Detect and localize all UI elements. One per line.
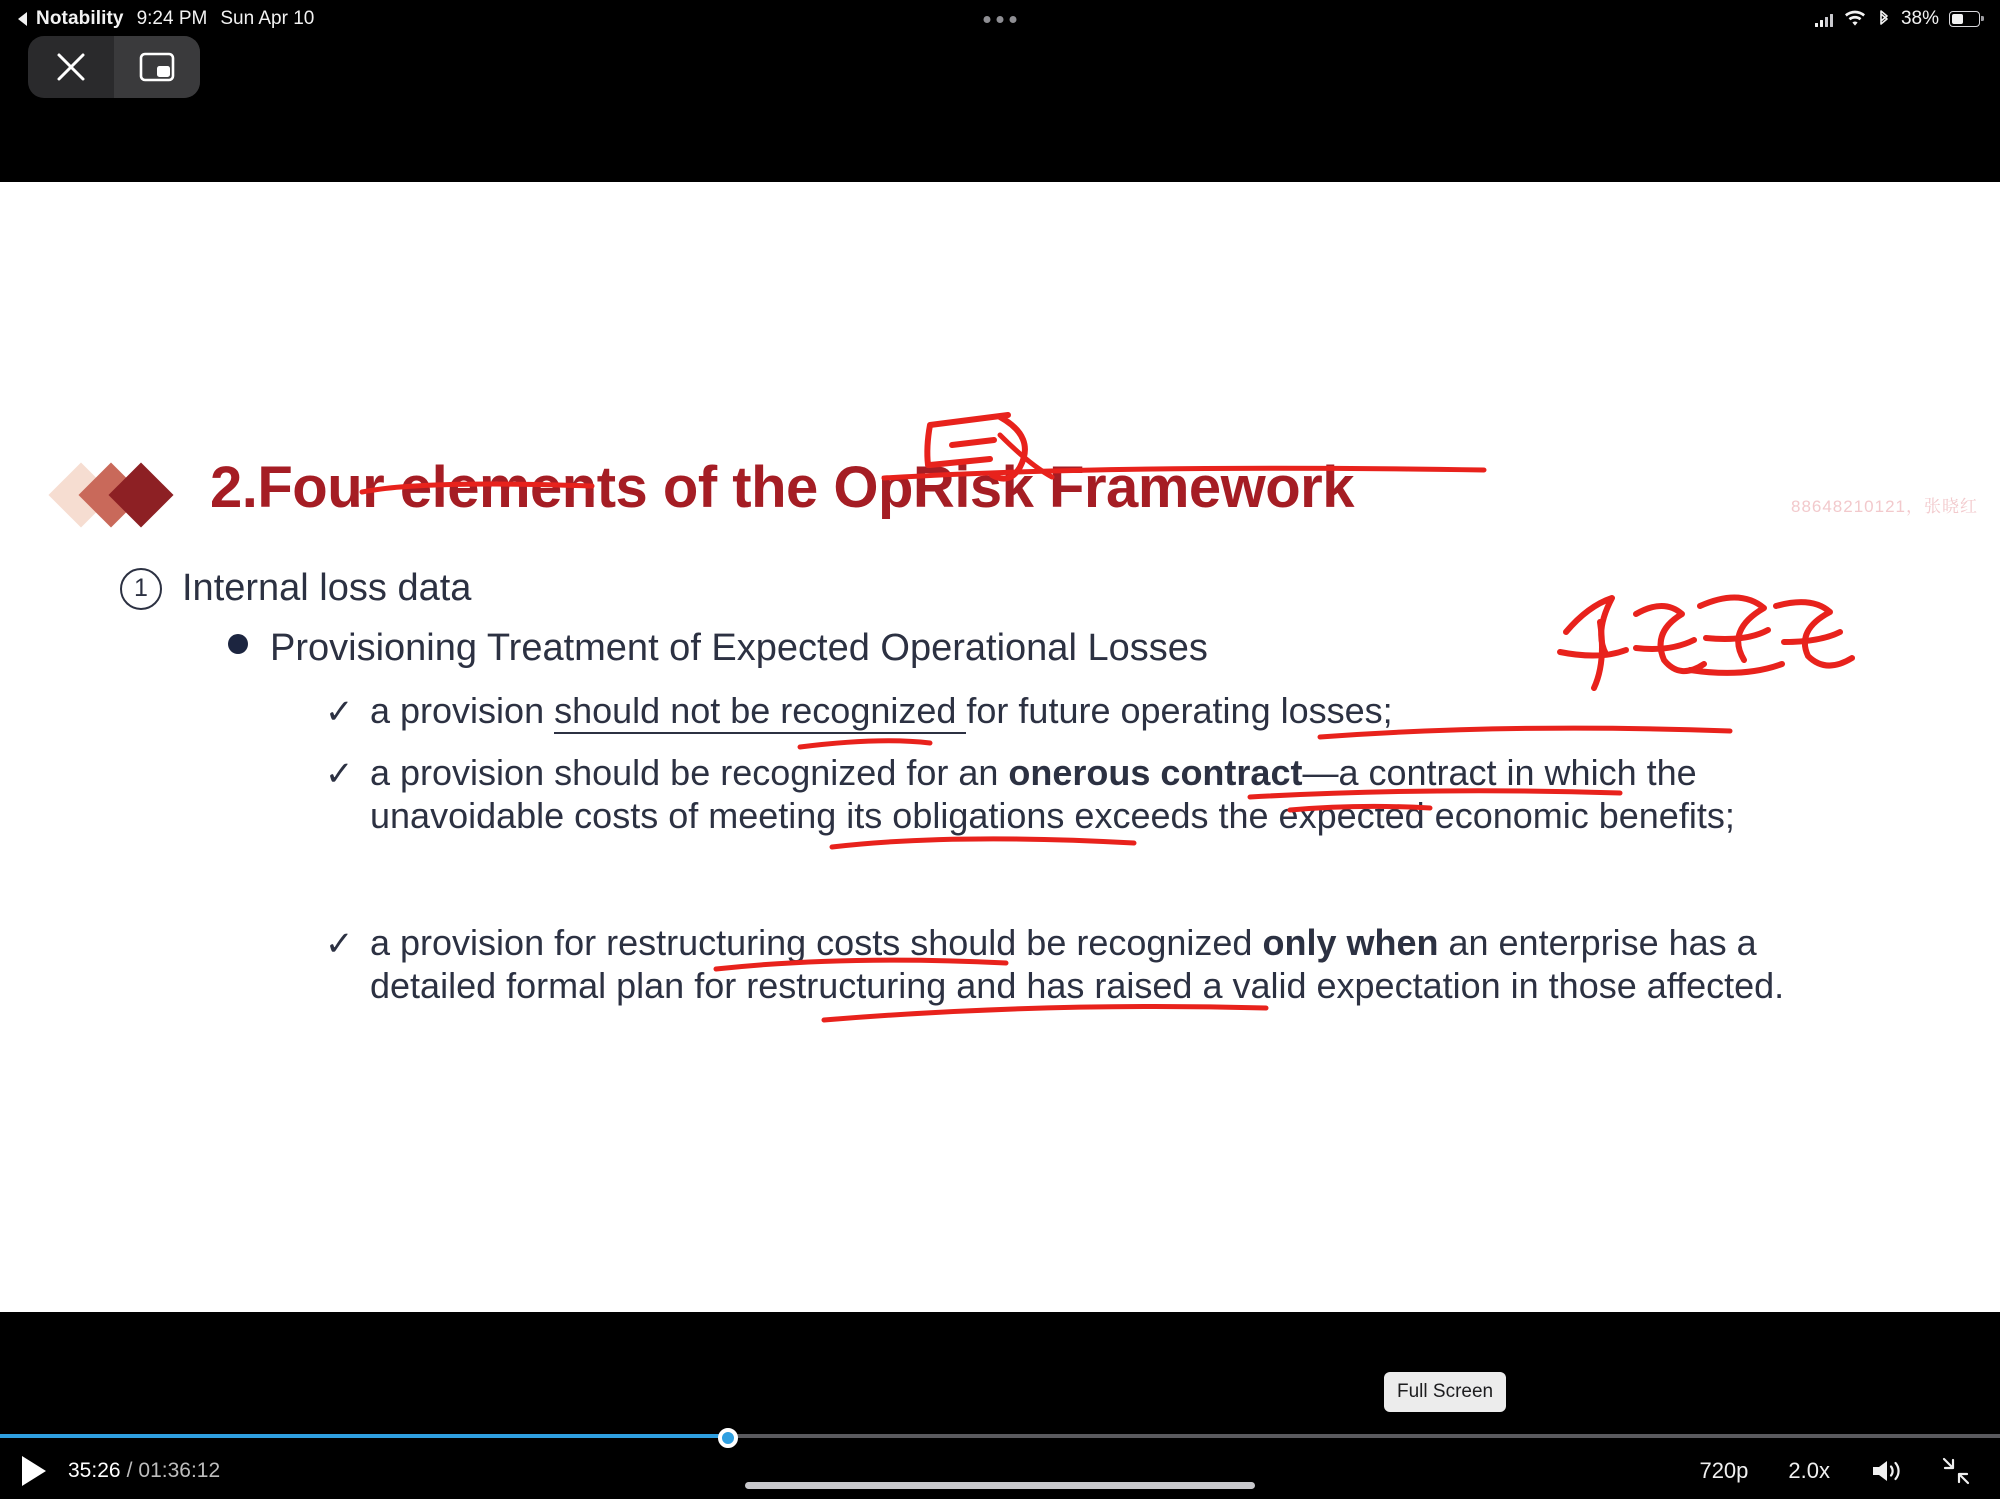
status-bar (0, 0, 2000, 38)
bullet-text-part: —a contract in which the unavoidable costs of meeting its obligations exceeds the expected economic benefits; (370, 752, 1735, 836)
battery-icon (1949, 11, 1980, 27)
total-duration: 01:36:12 (138, 1458, 221, 1482)
battery-percent-label: 38% (1900, 8, 1939, 29)
bullet-text-part-underlined: should not be recognized (554, 690, 966, 734)
more-dots-icon[interactable] (984, 16, 1017, 23)
progress-bar[interactable] (0, 1432, 2000, 1440)
bullet-text-part-bold: onerous contract (1008, 752, 1303, 793)
playback-speed-button[interactable]: 2.0x (1788, 1457, 1830, 1483)
ink-annotations (0, 182, 2000, 1312)
play-button[interactable] (22, 1456, 46, 1486)
bluetooth-icon (1877, 9, 1891, 29)
status-bar-right (1815, 8, 1980, 30)
bullet-text-part: a provision for restructuring costs should be recognized (370, 922, 1263, 963)
fullscreen-tooltip: Full Screen (1384, 1372, 1506, 1412)
outline-number: 1 (120, 568, 162, 610)
quality-button[interactable]: 720p (1699, 1457, 1749, 1483)
back-arrow-icon[interactable] (18, 12, 27, 26)
status-bar-date: Sun Apr 10 (220, 8, 315, 29)
checkmark-icon: ✓ (325, 693, 354, 731)
close-button[interactable] (28, 36, 114, 98)
picture-in-picture-button[interactable] (114, 36, 200, 98)
picture-in-picture-icon (139, 51, 175, 83)
bullet-text-part: for future operating losses; (966, 690, 1393, 731)
slide-watermark: 88648210121，张晓红 (1790, 497, 1978, 516)
slide-viewer[interactable] (0, 182, 2000, 1312)
current-time: 35:26 (68, 1458, 121, 1482)
overlay-buttons (28, 36, 200, 98)
player-controls (0, 1442, 2000, 1499)
decorative-diamonds-icon (58, 464, 193, 526)
progress-fill (0, 1434, 728, 1438)
home-indicator[interactable] (745, 1482, 1255, 1489)
player-controls-right (1699, 1457, 1970, 1485)
time-separator: / (126, 1458, 133, 1482)
cellular-signal-icon (1815, 11, 1833, 27)
outline-level2 (228, 627, 1208, 670)
bullet-dot-icon (228, 634, 248, 654)
slide-title: 2.Four elements of the OpRisk Framework (210, 455, 1355, 520)
bullet-text-part-bold: only when (1262, 922, 1439, 963)
status-bar-left[interactable] (18, 8, 314, 30)
bullet-item (325, 690, 1855, 733)
bullet-text-part: a provision should be recognized for an (370, 752, 1009, 793)
bullet-text-part: an enterprise has a detailed formal plan for restructuring and has raised a valid expectation in those affected. (370, 922, 1785, 1006)
outline-level2-label: Provisioning Treatment of Expected Operational Losses (270, 627, 1208, 669)
bullet-item (325, 752, 1855, 838)
checkmark-icon: ✓ (325, 925, 354, 963)
outline-level1 (120, 567, 471, 610)
fullscreen-icon (1942, 1457, 1970, 1485)
status-bar-app-name[interactable]: Notability (36, 8, 124, 29)
volume-button[interactable] (1870, 1458, 1902, 1484)
status-bar-time: 9:24 PM (136, 8, 208, 29)
checkmark-icon: ✓ (325, 755, 354, 793)
bullet-text-part: a provision (370, 690, 555, 731)
volume-icon (1870, 1458, 1902, 1484)
close-icon (54, 50, 88, 84)
bullet-item (325, 922, 1855, 1008)
outline-level1-label: Internal loss data (182, 567, 472, 609)
fullscreen-button[interactable] (1942, 1457, 1970, 1485)
wifi-icon (1843, 10, 1867, 28)
time-display (68, 1459, 220, 1483)
